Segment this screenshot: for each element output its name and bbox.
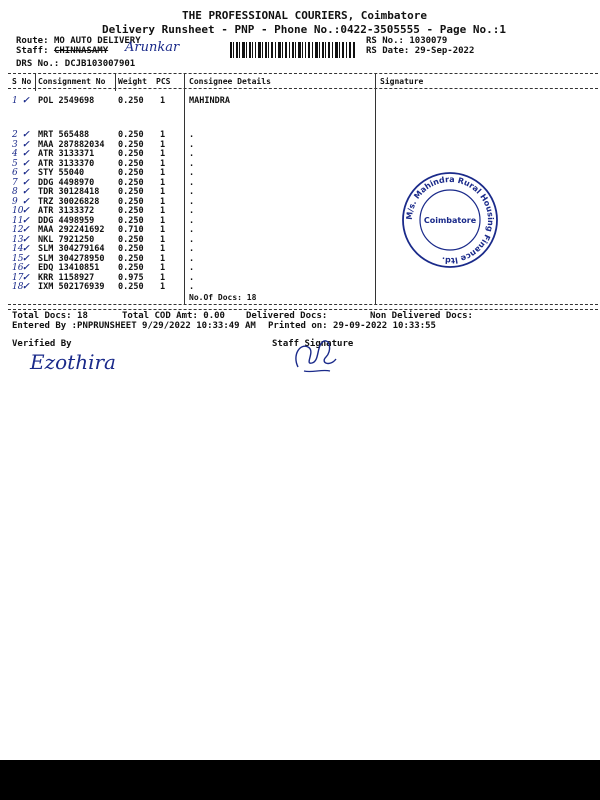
col-divider	[115, 73, 116, 91]
row-pcs: 1	[160, 140, 166, 150]
row-weight: 0.250	[118, 254, 144, 264]
row-pcs: 1	[160, 244, 166, 254]
row-consignment: KRR 1158927	[38, 273, 95, 283]
row-details: .	[189, 178, 195, 188]
checkmark-icon: ✓	[22, 206, 30, 216]
row-consignment: STY 55040	[38, 168, 85, 178]
checkmark-icon: ✓	[22, 235, 30, 245]
row-pcs: 1	[160, 159, 166, 169]
staff-handwritten-sign: Arunkar	[125, 40, 180, 55]
row-details: .	[189, 216, 195, 226]
row-handwritten-number: 4	[12, 149, 18, 159]
table-top-rule	[8, 73, 598, 74]
row-handwritten-number: 10	[12, 206, 24, 216]
row-consignment: EDQ 13410851	[38, 263, 100, 273]
row-pcs: 1	[160, 96, 166, 106]
row-pcs: 1	[160, 187, 166, 197]
table-row	[0, 187, 600, 197]
table-row	[0, 244, 600, 254]
row-handwritten-number: 13	[12, 235, 24, 245]
checkmark-icon: ✓	[22, 187, 30, 197]
row-pcs: 1	[160, 149, 166, 159]
row-details: .	[189, 149, 195, 159]
scan-edge-band	[0, 760, 600, 800]
runsheet-subtitle: Delivery Runsheet - PNP - Phone No.:0422-3505555 - Page No.:1	[102, 23, 506, 36]
row-consignment: TRZ 30026828	[38, 197, 100, 207]
row-consignment: SLM 304278950	[38, 254, 105, 264]
row-pcs: 1	[160, 282, 166, 292]
row-weight: 0.250	[118, 178, 144, 188]
row-details: .	[189, 244, 195, 254]
row-details: .	[189, 235, 195, 245]
row-handwritten-number: 2	[12, 130, 18, 140]
row-pcs: 1	[160, 225, 166, 235]
row-consignment: TDR 30128418	[38, 187, 100, 197]
row-details: .	[189, 273, 195, 283]
verified-handwritten-sign: Ezothira	[30, 350, 116, 374]
row-handwritten-number: 14	[12, 244, 24, 254]
row-consignment: MRT 565488	[38, 130, 90, 140]
row-weight: 0.250	[118, 206, 144, 216]
no-of-docs: No.Of Docs: 18	[189, 293, 257, 302]
row-weight: 0.250	[118, 244, 144, 254]
row-details: .	[189, 140, 195, 150]
company-stamp	[400, 170, 500, 270]
delivered-docs: Delivered Docs:	[246, 311, 328, 321]
row-consignment: DDG 4498959	[38, 216, 95, 226]
staff-signature-scribble	[290, 333, 340, 375]
row-consignment: ATR 3133370	[38, 159, 95, 169]
checkmark-icon: ✓	[22, 159, 30, 169]
row-handwritten-number: 8	[12, 187, 18, 197]
staff-value: CHINNASAMY	[53, 46, 109, 56]
row-consignment: SLM 304279164	[38, 244, 105, 254]
row-details: .	[189, 225, 195, 235]
row-consignment: IXM 502176939	[38, 282, 105, 292]
total-cod: Total COD Amt: 0.00	[122, 311, 225, 321]
row-handwritten-number: 1	[12, 96, 18, 106]
row-weight: 0.250	[118, 168, 144, 178]
row-details: MAHINDRA	[189, 96, 230, 106]
checkmark-icon: ✓	[22, 216, 30, 226]
row-weight: 0.250	[118, 263, 144, 273]
checkmark-icon: ✓	[22, 96, 30, 106]
table-bottom-rule	[8, 304, 598, 305]
drs-value: DCJB103007901	[64, 59, 136, 69]
route-value: MO AUTO DELIVERY	[53, 36, 141, 46]
checkmark-icon: ✓	[22, 178, 30, 188]
row-consignment: ATR 3133371	[38, 149, 95, 159]
staff-line	[16, 46, 108, 56]
table-row	[0, 168, 600, 178]
table-row	[0, 206, 600, 216]
row-weight: 0.250	[118, 96, 144, 106]
col-header-weight: Weight	[118, 77, 147, 86]
stamp-ring-text: M/s. Mahindra Rural Housing Finance ltd.	[404, 174, 496, 266]
entered-by: Entered By :PNPRUNSHEET 9/29/2022 10:33:49 AM	[12, 321, 256, 331]
col-header-pcs: PCS	[156, 77, 171, 86]
row-pcs: 1	[160, 273, 166, 283]
checkmark-icon: ✓	[22, 149, 30, 159]
verified-by-label: Verified By	[12, 339, 72, 349]
rs-date-line	[366, 46, 474, 56]
non-delivered-docs: Non Delivered Docs:	[370, 311, 473, 321]
row-details: .	[189, 206, 195, 216]
barcode	[230, 42, 355, 58]
row-consignment: ATR 3133372	[38, 206, 95, 216]
table-row	[0, 96, 600, 106]
row-weight: 0.250	[118, 149, 144, 159]
checkmark-icon: ✓	[22, 273, 30, 283]
checkmark-icon: ✓	[22, 130, 30, 140]
row-pcs: 1	[160, 254, 166, 264]
row-consignment: NKL 7921250	[38, 235, 95, 245]
table-row	[0, 282, 600, 292]
row-weight: 0.250	[118, 159, 144, 169]
row-consignment: MAA 287882034	[38, 140, 105, 150]
row-pcs: 1	[160, 263, 166, 273]
row-pcs: 1	[160, 168, 166, 178]
row-details: .	[189, 159, 195, 169]
checkmark-icon: ✓	[22, 282, 30, 292]
checkmark-icon: ✓	[22, 263, 30, 273]
row-weight: 0.250	[118, 216, 144, 226]
footer-top-rule	[8, 309, 598, 310]
total-docs: Total Docs: 18	[12, 311, 88, 321]
row-details: .	[189, 168, 195, 178]
row-handwritten-number: 17	[12, 273, 24, 283]
row-consignment: POL 2549698	[38, 96, 95, 106]
row-weight: 0.710	[118, 225, 144, 235]
row-pcs: 1	[160, 216, 166, 226]
row-handwritten-number: 16	[12, 263, 24, 273]
printed-on: Printed on: 29-09-2022 10:33:55	[268, 321, 436, 331]
table-header-rule	[8, 88, 598, 89]
drs-line	[16, 59, 135, 69]
row-pcs: 1	[160, 130, 166, 140]
row-details: .	[189, 197, 195, 207]
row-handwritten-number: 15	[12, 254, 24, 264]
staff-label: Staff:	[16, 46, 49, 56]
checkmark-icon: ✓	[22, 197, 30, 207]
row-weight: 0.250	[118, 235, 144, 245]
col-header-details: Consignee Details	[189, 77, 271, 86]
row-handwritten-number: 12	[12, 225, 24, 235]
drs-label: DRS No.:	[16, 59, 60, 69]
route-line	[16, 36, 141, 46]
table-row	[0, 149, 600, 159]
checkmark-icon: ✓	[22, 254, 30, 264]
checkmark-icon: ✓	[22, 140, 30, 150]
table-row	[0, 263, 600, 273]
row-weight: 0.250	[118, 140, 144, 150]
route-label: Route:	[16, 36, 49, 46]
row-pcs: 1	[160, 197, 166, 207]
row-weight: 0.250	[118, 187, 144, 197]
row-consignment: DDG 4498970	[38, 178, 95, 188]
rs-no-line	[366, 36, 447, 46]
row-pcs: 1	[160, 235, 166, 245]
row-weight: 0.250	[118, 197, 144, 207]
table-row	[0, 225, 600, 235]
row-consignment: MAA 292241692	[38, 225, 105, 235]
col-divider	[35, 73, 36, 91]
row-handwritten-number: 7	[12, 178, 18, 188]
company-title: THE PROFESSIONAL COURIERS, Coimbatore	[182, 9, 428, 22]
stamp-center-text: Coimbatore	[423, 216, 477, 225]
col-header-sno: S No	[12, 77, 32, 86]
checkmark-icon: ✓	[22, 225, 30, 235]
row-details: .	[189, 187, 195, 197]
col-header-consignment: Consignment No	[38, 77, 106, 86]
row-weight: 0.250	[118, 130, 144, 140]
row-details: .	[189, 130, 195, 140]
rs-no-value: 1030079	[409, 36, 448, 46]
row-weight: 0.975	[118, 273, 144, 283]
rs-no-label: RS No.:	[366, 36, 404, 46]
row-handwritten-number: 3	[12, 140, 18, 150]
checkmark-icon: ✓	[22, 168, 30, 178]
rs-date-value: 29-Sep-2022	[414, 46, 475, 56]
staff-signature-label: Staff Signature	[272, 339, 354, 349]
row-handwritten-number: 6	[12, 168, 18, 178]
row-handwritten-number: 9	[12, 197, 18, 207]
row-pcs: 1	[160, 206, 166, 216]
table-row	[0, 130, 600, 140]
row-details: .	[189, 263, 195, 273]
rs-date-label: RS Date:	[366, 46, 410, 56]
row-handwritten-number: 11	[12, 216, 24, 226]
row-details: .	[189, 282, 195, 292]
row-details: .	[189, 254, 195, 264]
row-weight: 0.250	[118, 282, 144, 292]
row-handwritten-number: 18	[12, 282, 24, 292]
row-handwritten-number: 5	[12, 159, 18, 169]
checkmark-icon: ✓	[22, 244, 30, 254]
row-pcs: 1	[160, 178, 166, 188]
col-header-signature: Signature	[380, 77, 424, 86]
